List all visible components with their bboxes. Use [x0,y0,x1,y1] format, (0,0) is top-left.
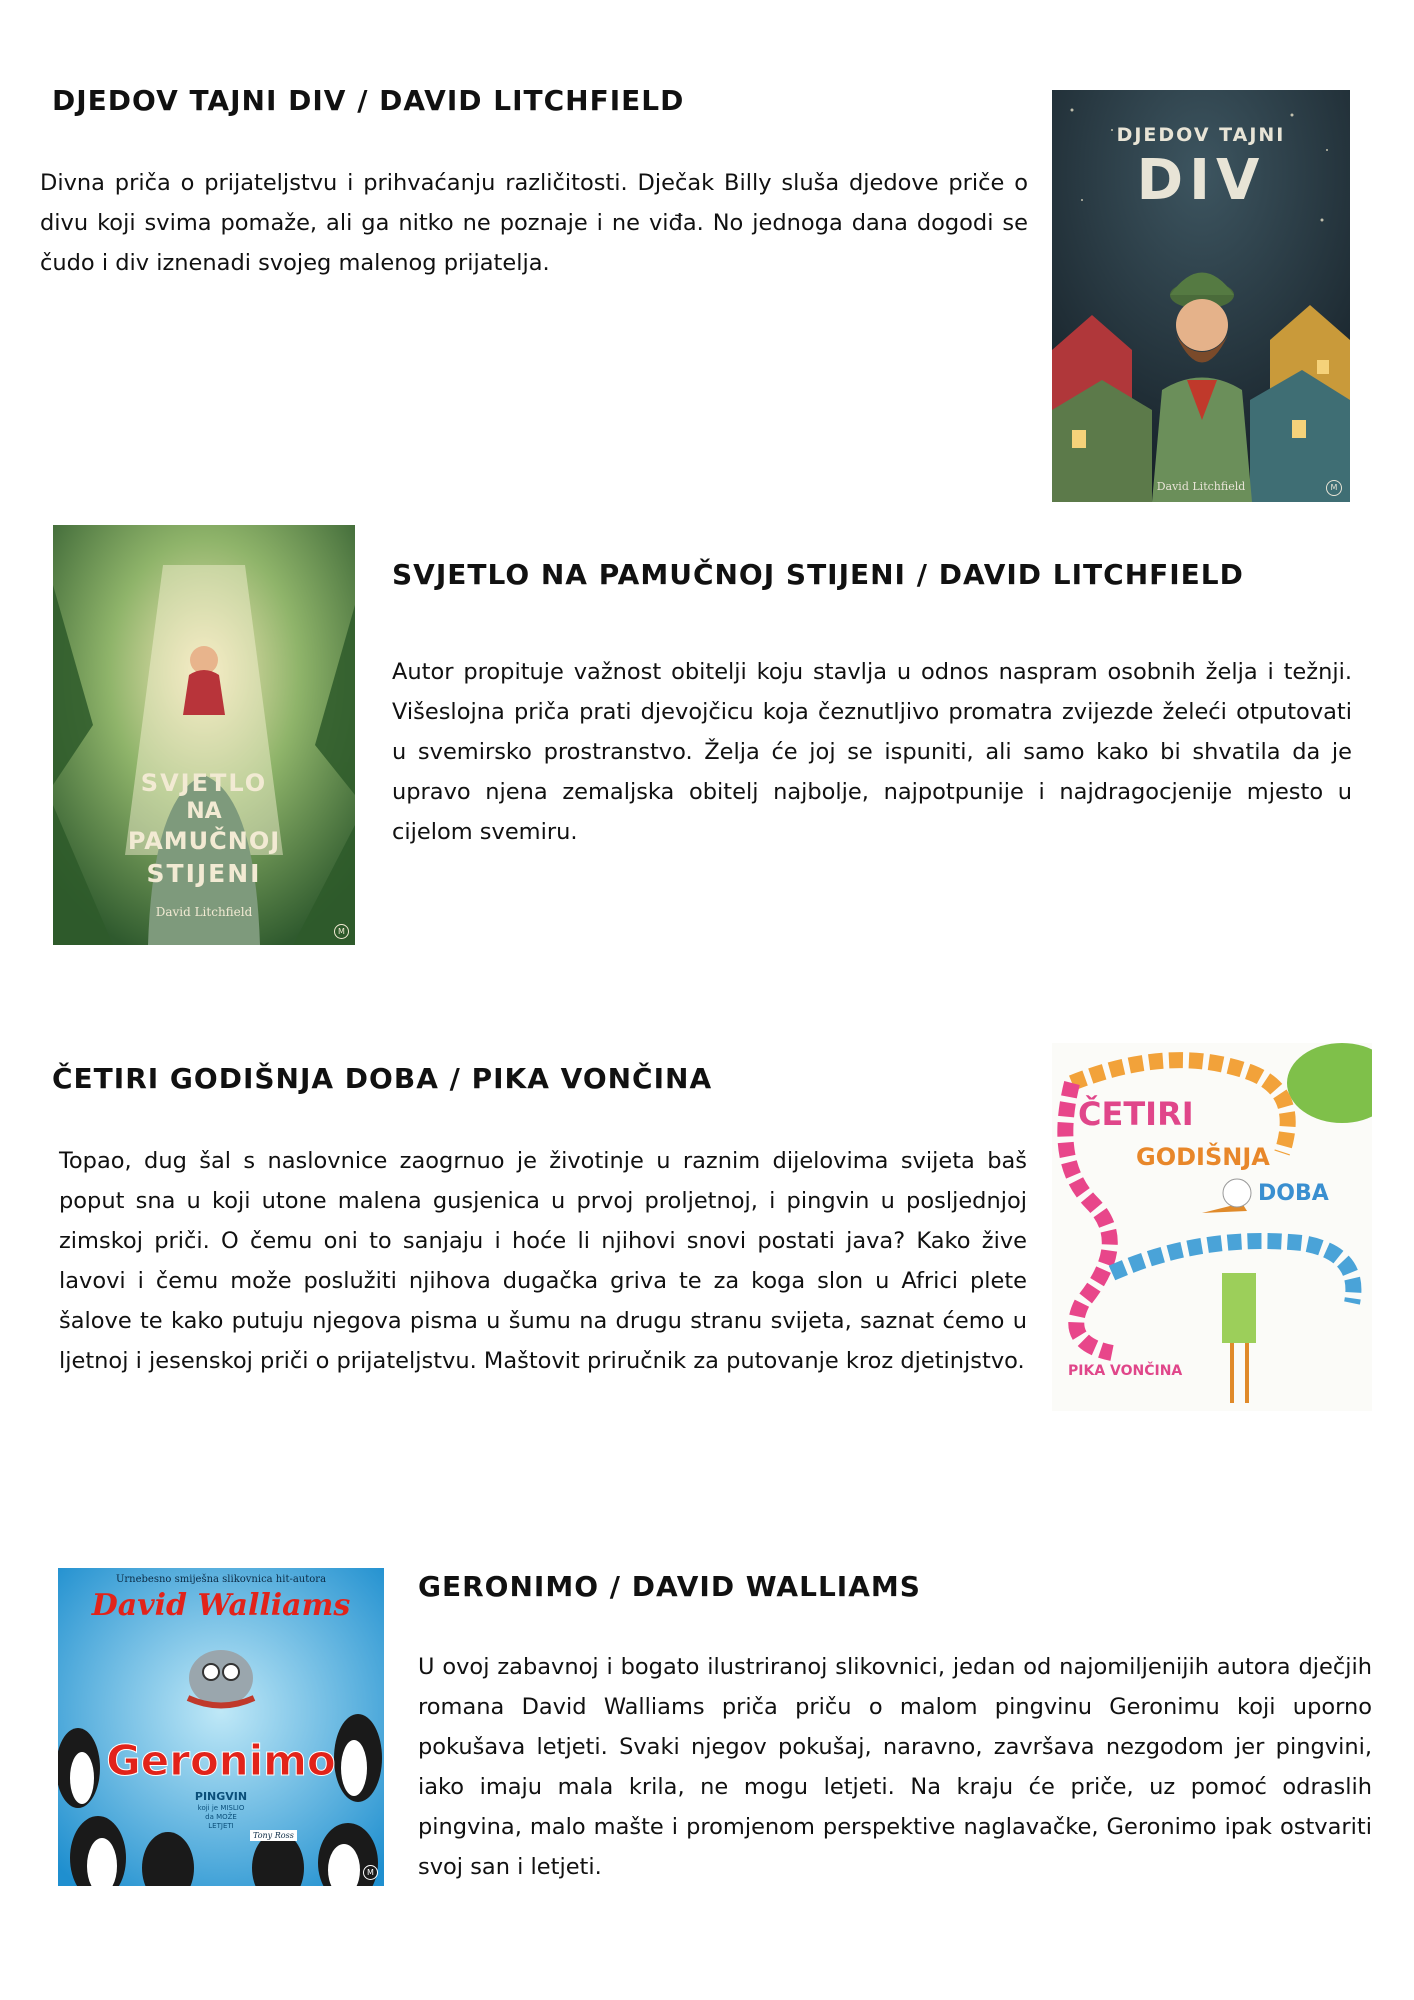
cover-subtitle-line: LETJETI [208,1822,234,1830]
cover-title-line: ČETIRI [1078,1095,1194,1133]
book-title: SVJETLO NA PAMUČNOJ STIJENI / DAVID LITCHFIELD [392,558,1244,591]
cover-subtitle-line: PINGVIN [194,1790,248,1803]
cover-title-line: NA [186,799,222,824]
cover-subtitle-line: da MOŽE [205,1813,237,1821]
book-cover [58,1568,384,1886]
book-cover [1052,1043,1372,1411]
cover-title-big: DIV [1136,148,1266,213]
cover-title-line: PAMUČNOJ [127,827,281,855]
cover-subtitle-line: koji je MISLIO [197,1804,245,1812]
book-description: Topao, dug šal s naslovnice zaogrnuo je životinje u raznim dijelovima svijeta baš poput sna u koji utone malena gusjenica u prvoj proljetnoj, i pingvin u posljednjoj zimskoj priči. O čemu oni to sanjaju i hoće li njihovi snovi postati java? Kako žive lavovi i čemu može poslužiti njihova dugačka griva te za koga slon u Africi plete šalove te kako putuju njegova pisma u šumu na drugu stranu svijeta, saznat ćemo u ljetnoj i jesenskoj priči o prijateljstvu. Maštovit priručnik za putovanje kroz djetinjstvo. [59,1148,1027,1374]
book-description: Divna priča o prijateljstvu i prihvaćanju različitosti. Dječak Billy sluša djedove priče o divu koji svima pomaže, ali ga nitko ne poznaje i ne viđa. No jednoga dana dogodi se čudo i div iznenadi svojeg malenog prijatelja. [40,170,1028,276]
cover-title: Geronimo [106,1736,336,1785]
book-title: DJEDOV TAJNI DIV / DAVID LITCHFIELD [52,84,685,117]
book-cover [1052,90,1350,502]
cover-title-line: SVJETLO [140,769,268,797]
cover-author: David Litchfield [155,905,253,919]
cover-author: David Walliams [91,1588,351,1623]
book-description: Autor propituje važnost obitelji koju stavlja u odnos naspram osobnih želja i težnji. Višeslojna priča prati djevojčicu koja čeznutljivo promatra zvijezde želeći otputovati u svemirsko prostranstvo. Želja će joj se ispuniti, ali samo kako bi shvatila da je upravo njena zemaljska obitelj najbolje, najpotpunije i najdragocjenije mjesto u cijelom svemiru. [392,659,1352,845]
cover-title-top: DJEDOV TAJNI [1116,124,1286,146]
book-title: GERONIMO / DAVID WALLIAMS [418,1570,921,1603]
book-description: U ovoj zabavnoj i bogato ilustriranoj slikovnici, jedan od najomiljenijih autora dječjih romana David Walliams priča priču o malom pingvinu Geronimu koji uporno pokušava letjeti. Svaki njegov pokušaj, naravno, završava nezgodom jer pingvini, iako imaju mala krila, ne mogu letjeti. Na kraju će priče, uz pomoć odraslih pingvina, malo mašte i promjenom perspektive naglavačke, Geronimo ipak ostvariti svoj san i letjeti. [418,1654,1372,1880]
cover-author: David Litchfield [1156,480,1246,493]
cover-title-line: DOBA [1258,1181,1329,1206]
cover-illustrator: Tony Ross [250,1830,297,1841]
publisher-logo: M [1326,480,1342,496]
cover-author: PIKA VONČINA [1068,1363,1183,1379]
cover-tagline: Urnebesno smiješna slikovnica hit-autora [115,1574,327,1585]
publisher-logo: M [363,1865,378,1880]
publisher-logo: M [334,924,349,939]
cover-title-line: STIJENI [146,859,262,888]
book-cover [53,525,355,945]
book-title: ČETIRI GODIŠNJA DOBA / PIKA VONČINA [52,1062,713,1095]
cover-title-line: GODIŠNJA [1136,1143,1270,1171]
